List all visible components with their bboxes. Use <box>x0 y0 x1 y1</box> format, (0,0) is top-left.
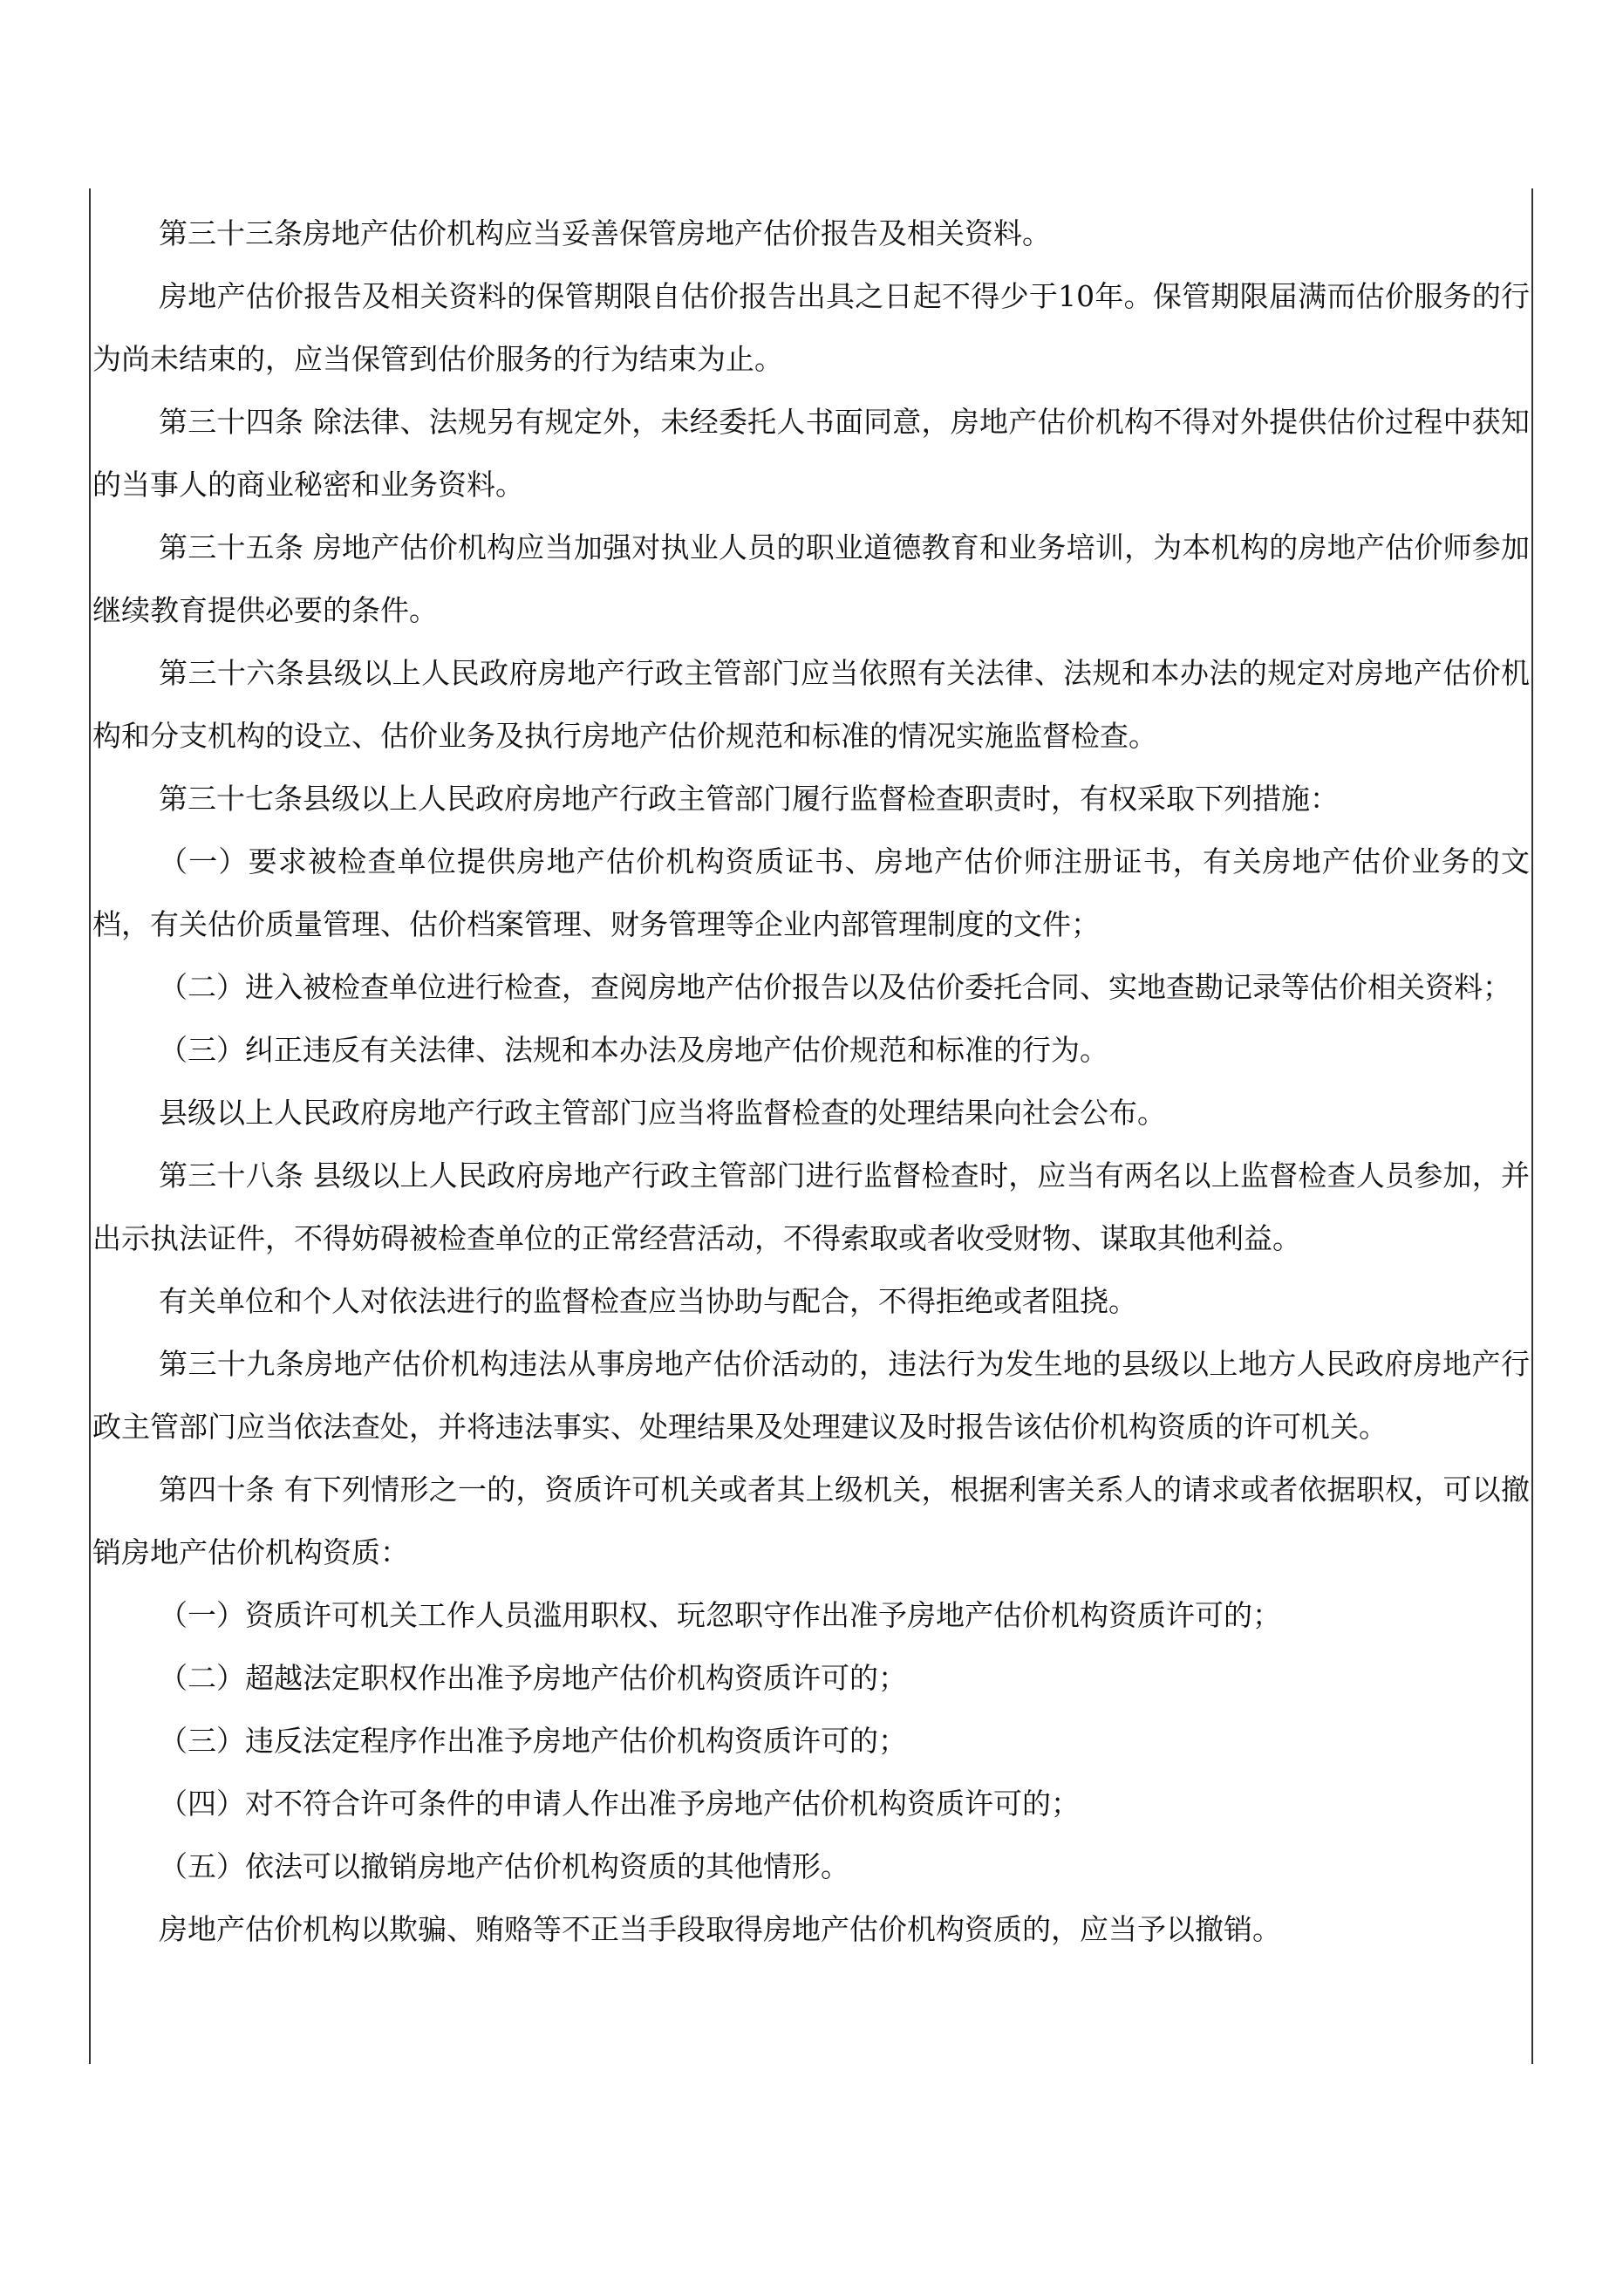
paragraph-retention-period: 房地产估价报告及相关资料的保管期限自估价报告出具之日起不得少于10年。保管期限届满而估价服务的行为尚未结束的，应当保管到估价服务的行为结束为止。 <box>92 279 1530 376</box>
article-37: 第三十七条县级以上人民政府房地产行政主管部门履行监督检查职责时，有权采取下列措施： <box>159 782 1339 816</box>
article-40-item-4: （四）对不符合许可条件的申请人作出准予房地产估价机构资质许可的； <box>159 1787 1080 1821</box>
article-40-item-3: （三）违反法定程序作出准予房地产估价机构资质许可的； <box>159 1724 907 1758</box>
article-36: 第三十六条县级以上人民政府房地产行政主管部门应当依照有关法律、法规和本办法的规定对房地产估价机构和分支机构的设立、估价业务及执行房地产估价规范和标准的情况实施监督检查。 <box>92 656 1530 753</box>
article-37-item-1: （一）要求被检查单位提供房地产估价机构资质证书、房地产估价师注册证书，有关房地产估价业务的文档，有关估价质量管理、估价档案管理、财务管理等企业内部管理制度的文件； <box>92 844 1530 941</box>
article-40-item-2: （二）超越法定职权作出准予房地产估价机构资质许可的； <box>159 1661 907 1695</box>
paragraph-revocation: 房地产估价机构以欺骗、贿赂等不正当手段取得房地产估价机构资质的，应当予以撤销。 <box>159 1912 1281 1946</box>
article-35: 第三十五条 房地产估价机构应当加强对执业人员的职业道德教育和业务培训，为本机构的房地产估价师参加继续教育提供必要的条件。 <box>92 530 1530 627</box>
article-40-item-1: （一）资质许可机关工作人员滥用职权、玩忽职守作出准予房地产估价机构资质许可的； <box>159 1598 1281 1632</box>
article-34: 第三十四条 除法律、法规另有规定外，未经委托人书面同意，房地产估价机构不得对外提供估价过程中获知的当事人的商业秘密和业务资料。 <box>92 405 1530 502</box>
article-33: 第三十三条房地产估价机构应当妥善保管房地产估价报告及相关资料。 <box>159 216 1051 250</box>
article-40-item-5: （五）依法可以撤销房地产估价机构资质的其他情形。 <box>159 1849 849 1883</box>
article-37-item-2: （二）进入被检查单位进行检查，查阅房地产估价报告以及估价委托合同、实地查勘记录等估价相关资料； <box>159 970 1511 1004</box>
article-39: 第三十九条房地产估价机构违法从事房地产估价活动的，违法行为发生地的县级以上地方人民政府房地产行政主管部门应当依法查处，并将违法事实、处理结果及处理建议及时报告该估价机构资质的许可机关。 <box>92 1347 1530 1444</box>
article-38: 第三十八条 县级以上人民政府房地产行政主管部门进行监督检查时，应当有两名以上监督检查人员参加，并出示执法证件，不得妨碍被检查单位的正常经营活动，不得索取或者收受财物、谋取其他利益。 <box>92 1158 1530 1255</box>
article-37-item-3: （三）纠正违反有关法律、法规和本办法及房地产估价规范和标准的行为。 <box>159 1033 1108 1067</box>
paragraph-cooperation: 有关单位和个人对依法进行的监督检查应当协助与配合，不得拒绝或者阻挠。 <box>159 1284 1137 1318</box>
paragraph-publish-results: 县级以上人民政府房地产行政主管部门应当将监督检查的处理结果向社会公布。 <box>159 1096 1166 1130</box>
document-body <box>92 202 1530 1961</box>
article-40: 第四十条 有下列情形之一的，资质许可机关或者其上级机关，根据利害关系人的请求或者依据职权，可以撤销房地产估价机构资质： <box>92 1473 1530 1569</box>
